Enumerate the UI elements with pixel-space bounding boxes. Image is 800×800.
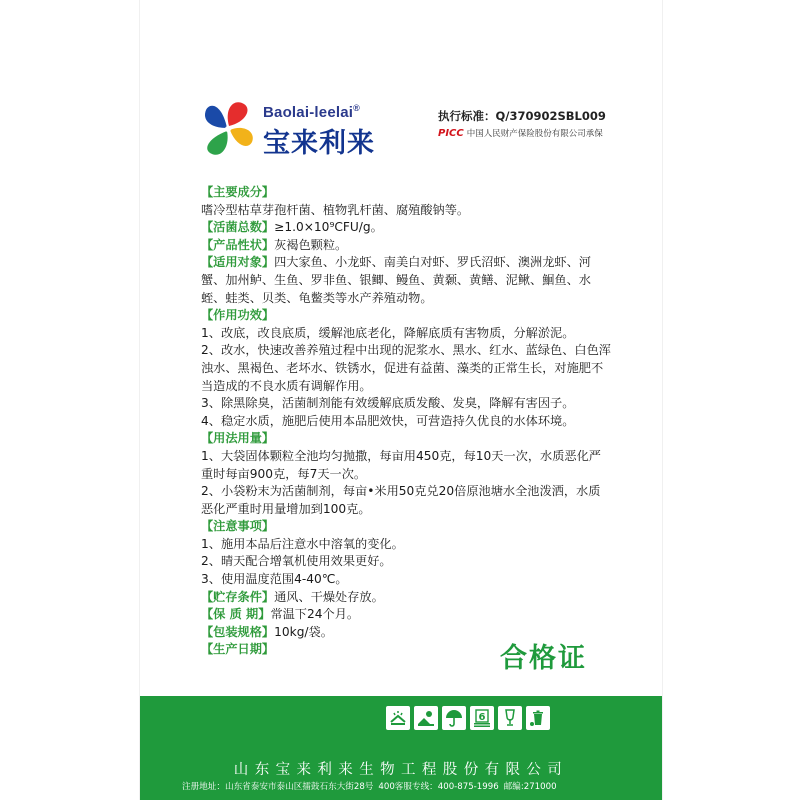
address-text: 注册地址：山东省泰安市泰山区擂鼓石东大街28号: [182, 782, 374, 792]
insurance-text: 中国人民财产保险股份有限公司承保: [466, 129, 603, 139]
recycle-bin-icon: [526, 706, 550, 730]
section-shelf-life: 【保 质 期】常温下24个月。: [201, 607, 360, 622]
section-effects-title: 【作用功效】: [201, 308, 275, 323]
notes-item: 1、施用本品后注意水中溶氧的变化。: [201, 536, 404, 551]
section-targets: 【适用对象】四大家鱼、小龙虾、南美白对虾、罗氏沼虾、澳洲龙虾、河蟹、加州鲈、生鱼、罗非鱼、银鲫、鳗鱼、黄颡、黄鳝、泥鳅、鮰鱼、水蛭、蛙类、贝类、龟鳖类等水产养殖动物。: [201, 255, 591, 305]
notes-item: 2、晴天配合增氧机使用效果更好。: [201, 554, 392, 569]
certificate-title: 合格证: [500, 643, 587, 674]
section-package: 【包装规格】10kg/袋。: [201, 624, 333, 639]
keep-dry-icon: [386, 706, 410, 730]
postcode-text: 邮编:271000: [503, 782, 557, 792]
picc-logo: PICC: [438, 128, 464, 139]
contact-line: [182, 780, 562, 792]
brand-name-cn: 宝来利来: [263, 128, 375, 159]
stack-limit-icon: [470, 706, 494, 730]
fragile-glass-icon: [498, 706, 522, 730]
executive-standard: 执行标准：Q/370902SBL009: [438, 109, 606, 123]
footer-band: [140, 696, 662, 800]
brand-name-en: Baolai-leelai®: [263, 103, 360, 121]
section-production-date: 【生产日期】: [201, 642, 275, 657]
effects-item: 4、稳定水质，施肥后使用本品肥效快，可营造持久优良的水体环境。: [201, 413, 575, 428]
stack-number: 6: [478, 712, 486, 723]
brand-logo-icon: [200, 98, 256, 158]
effects-item: 3、除黑除臭，活菌制剂能有效缓解底质发酸、发臭，降解有害因子。: [201, 396, 575, 411]
section-storage: 【贮存条件】通风、干燥处存放。: [201, 589, 384, 604]
section-count: 【活菌总数】≥1.0×10⁹CFU/g。: [201, 220, 383, 235]
effects-item: 2、改水，快速改善养殖过程中出现的泥浆水、黑水、红水、蓝绿色、白色浑浊水、黑褐色、老坏水、铁锈水，促进有益菌、藻类的正常生长，对施肥不当造成的不良水质有调解作用。: [201, 343, 611, 393]
company-name: 山东宝来利来生物工程股份有限公司: [233, 762, 569, 778]
insurance-line: [438, 127, 603, 139]
umbrella-icon: [442, 706, 466, 730]
section-ingredients-text: 嗜冷型枯草芽孢杆菌、植物乳杆菌、腐殖酸钠等。: [201, 202, 470, 217]
label-content: [201, 184, 611, 659]
section-property: 【产品性状】灰褐色颗粒。: [201, 237, 348, 252]
section-usage-title: 【用法用量】: [201, 431, 275, 446]
sun-protect-icon: [414, 706, 438, 730]
handling-icons: [386, 706, 550, 730]
notes-item: 3、使用温度范围4-40℃。: [201, 572, 348, 587]
hotline-text: 400客服专线：400-875-1996: [378, 782, 499, 792]
section-notes-title: 【注意事项】: [201, 519, 275, 534]
usage-item: 2、小袋粉末为活菌制剂，每亩•米用50克兑20倍原池塘水全池泼洒，水质恶化严重时用量增加到100克。: [201, 484, 601, 516]
effects-item: 1、改底，改良底质，缓解池底老化，降解底质有害物质，分解淤泥。: [201, 325, 575, 340]
product-label: [140, 0, 662, 800]
usage-item: 1、大袋固体颗粒全池均匀抛撒，每亩用450克，每10天一次，水质恶化严重时每亩900克，每7天一次。: [201, 448, 601, 481]
section-ingredients-title: 【主要成分】: [201, 185, 275, 199]
